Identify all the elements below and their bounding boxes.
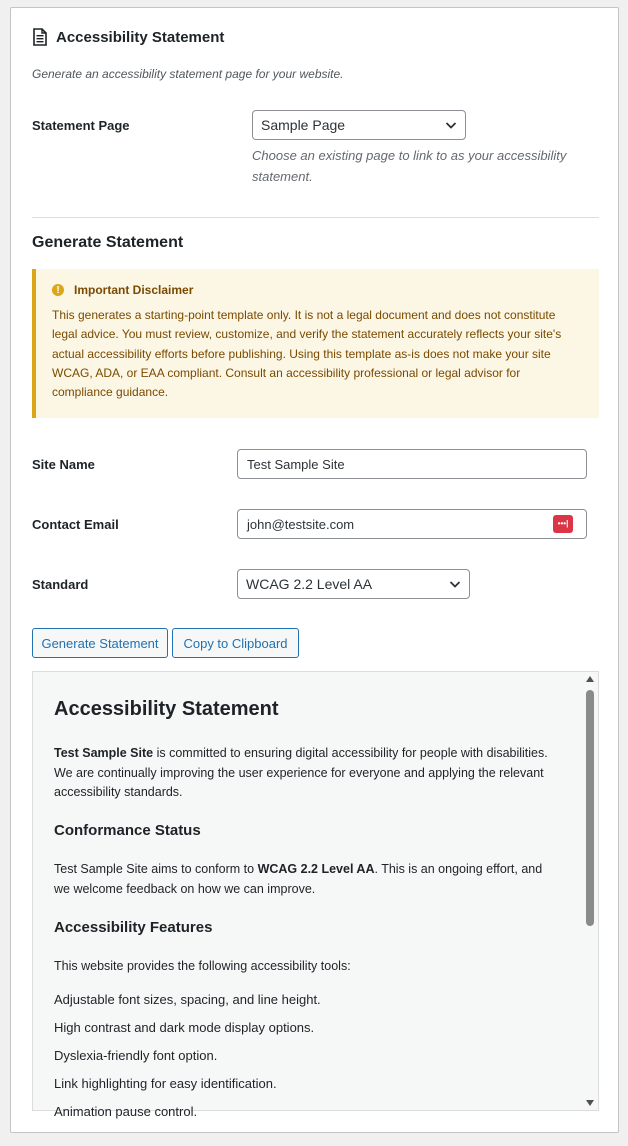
generate-statement-button[interactable]: Generate Statement: [32, 628, 168, 658]
copy-to-clipboard-button[interactable]: Copy to Clipboard: [172, 628, 299, 658]
preview-scrollbar[interactable]: [583, 672, 598, 1110]
preview-heading: Accessibility Statement: [54, 698, 279, 720]
features-heading: Accessibility Features: [54, 919, 213, 936]
site-name-label: Site Name: [32, 457, 95, 472]
statement-page-select[interactable]: [252, 110, 466, 140]
feature-item: High contrast and dark mode display options.: [54, 1020, 315, 1035]
section-divider: [32, 217, 599, 218]
site-name-value: Test Sample Site: [247, 456, 345, 472]
scroll-down-arrow-icon[interactable]: [586, 1100, 594, 1106]
scroll-up-arrow-icon[interactable]: [586, 676, 594, 682]
disclaimer-title: Important Disclaimer: [74, 283, 194, 297]
statement-page-selected: Sample Page: [261, 117, 346, 133]
card-description: Generate an accessibility statement page for your website.: [32, 67, 344, 81]
disclaimer-body: This generates a starting-point template only. It is not a legal document and does not constitute legal advice. You must review, customize, and verify the statement accurately reflects your site's actual accessibility efforts before publishing. Using this template as-is does not make your site WCAG, ADA, or EAA compliant. Consult an accessibility professional or legal advisor for compliance guidance.: [52, 308, 562, 400]
feature-item: Dyslexia-friendly font option.: [54, 1048, 218, 1063]
accessibility-statement-card: [10, 7, 619, 1133]
disclaimer-notice: [32, 269, 599, 418]
contact-email-input[interactable]: [237, 509, 587, 539]
generate-statement-title: Generate Statement: [32, 234, 184, 251]
statement-page-help: Choose an existing page to link to as your accessibility statement.: [252, 148, 567, 184]
scroll-thumb[interactable]: [586, 690, 594, 926]
features-intro: This website provides the following accessibility tools:: [54, 959, 351, 973]
contact-email-value: john@testsite.com: [247, 516, 355, 532]
card-header: [33, 28, 224, 46]
chevron-down-icon: [445, 120, 457, 130]
feature-item: Link highlighting for easy identification.: [54, 1076, 277, 1091]
warning-icon: !: [52, 284, 64, 296]
feature-item: Adjustable font sizes, spacing, and line height.: [54, 992, 321, 1007]
feature-item: Animation pause control.: [54, 1104, 198, 1119]
card-title: Accessibility Statement: [56, 28, 225, 46]
document-icon: [33, 28, 47, 46]
statement-page-label: Statement Page: [32, 118, 130, 133]
password-manager-icon[interactable]: •••|: [553, 515, 573, 533]
standard-label: Standard: [32, 577, 89, 592]
conformance-text: Test Sample Site aims to conform to WCAG 2.2 Level AA. This is an ongoing effort, and we welcome feedback on how we can improve.: [54, 862, 543, 896]
preview-intro: Test Sample Site is committed to ensuring digital accessibility for people with disabilities. We are continually improving the user experience for everyone and applying the relevant accessibility standards.: [54, 746, 548, 800]
statement-preview[interactable]: [32, 671, 599, 1119]
chevron-down-icon: [449, 579, 461, 589]
contact-email-label: Contact Email: [32, 517, 119, 532]
conformance-heading: Conformance Status: [54, 822, 201, 839]
site-name-input[interactable]: [237, 449, 587, 479]
standard-selected: WCAG 2.2 Level AA: [246, 576, 373, 592]
standard-select[interactable]: [237, 569, 470, 599]
